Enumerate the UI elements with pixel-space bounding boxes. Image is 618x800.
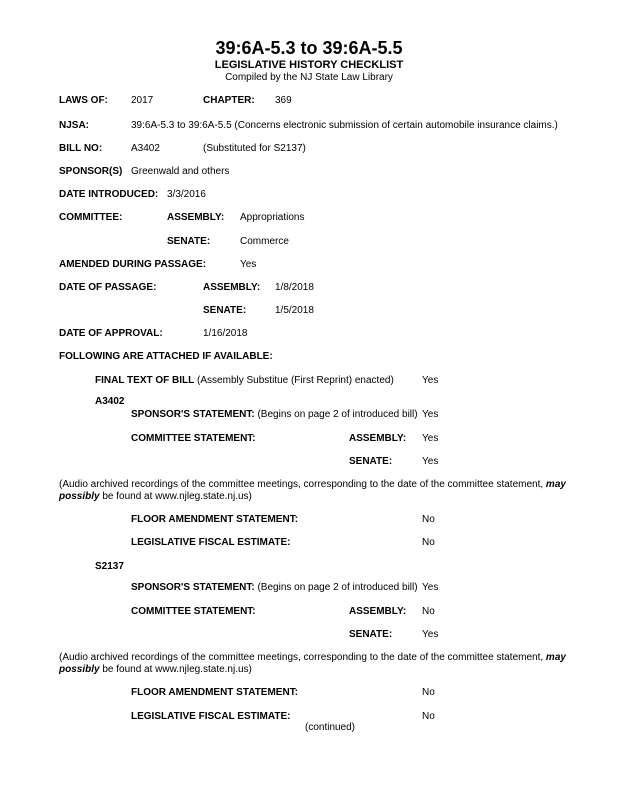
sponsor-value: Greenwald and others: [131, 166, 230, 177]
bill-no-label: BILL NO:: [59, 143, 103, 154]
s2137-floor-amendment-value: No: [422, 687, 435, 698]
s2137-floor-amendment-label: FLOOR AMENDMENT STATEMENT:: [131, 687, 299, 698]
bill-id-s2137: S2137: [95, 561, 124, 572]
date-of-approval-label: DATE OF APPROVAL:: [59, 328, 163, 339]
date-introduced-label: DATE INTRODUCED:: [59, 189, 159, 200]
audio-note-pre: (Audio archived recordings of the committee meetings, corresponding to the date of the committee statement,: [59, 652, 546, 663]
attached-heading: FOLLOWING ARE ATTACHED IF AVAILABLE:: [59, 351, 273, 362]
audio-note-1: [59, 479, 604, 503]
date-of-approval-value: 1/16/2018: [203, 328, 248, 339]
s2137-cs-senate-value: Yes: [422, 629, 439, 640]
audio-note-emph: may possibly: [59, 479, 566, 502]
amended-label: AMENDED DURING PASSAGE:: [59, 259, 207, 270]
s2137-fiscal-estimate-value: No: [422, 711, 435, 722]
s2137-cs-assembly-label: ASSEMBLY:: [349, 606, 407, 617]
chapter-value: 369: [275, 95, 292, 106]
final-text-label: FINAL TEXT OF BILL: [95, 375, 195, 386]
passage-senate-label: SENATE:: [203, 305, 247, 316]
a3402-floor-amendment-value: No: [422, 514, 435, 525]
committee-senate-label: SENATE:: [167, 236, 211, 247]
passage-assembly-value: 1/8/2018: [275, 282, 314, 293]
committee-assembly-label: ASSEMBLY:: [167, 212, 225, 223]
compiled-by: Compiled by the NJ State Law Library: [225, 72, 393, 83]
laws-of-label: LAWS OF:: [59, 95, 108, 106]
s2137-sponsor-statement-value: Yes: [422, 582, 439, 593]
amended-value: Yes: [240, 259, 257, 270]
chapter-label: CHAPTER:: [203, 95, 255, 106]
sponsor-label: SPONSOR(S): [59, 166, 123, 177]
final-text-row: [95, 375, 394, 387]
a3402-fiscal-estimate-label: LEGISLATIVE FISCAL ESTIMATE:: [131, 537, 291, 548]
a3402-floor-amendment-label: FLOOR AMENDMENT STATEMENT:: [131, 514, 299, 525]
committee-assembly-value: Appropriations: [240, 212, 305, 223]
page-title: 39:6A-5.3 to 39:6A-5.5: [215, 38, 403, 58]
a3402-cs-senate-label: SENATE:: [349, 456, 393, 467]
a3402-cs-assembly-value: Yes: [422, 433, 439, 444]
a3402-sponsor-statement-row: [131, 409, 418, 421]
date-introduced-value: 3/3/2016: [167, 189, 206, 200]
bill-substituted-note: (Substituted for S2137): [203, 143, 306, 154]
njsa-value: 39:6A-5.3 to 39:6A-5.5 (Concerns electronic submission of certain automobile insurance claims.): [131, 120, 558, 131]
final-text-value: Yes: [422, 375, 439, 386]
a3402-cs-assembly-label: ASSEMBLY:: [349, 433, 407, 444]
committee-label: COMMITTEE:: [59, 212, 123, 223]
laws-of-value: 2017: [131, 95, 154, 106]
audio-note-pre: (Audio archived recordings of the committee meetings, corresponding to the date of the committee statement,: [59, 479, 546, 490]
continued-note: (continued): [304, 722, 356, 733]
committee-senate-value: Commerce: [240, 236, 289, 247]
audio-note-post: be found at www.njleg.state.nj.us): [99, 664, 252, 675]
s2137-fiscal-estimate-label: LEGISLATIVE FISCAL ESTIMATE:: [131, 711, 291, 722]
a3402-sponsor-statement-value: Yes: [422, 409, 439, 420]
audio-note-emph: may possibly: [59, 652, 566, 675]
s2137-committee-statement-label: COMMITTEE STATEMENT:: [131, 606, 256, 617]
page-subtitle: LEGISLATIVE HISTORY CHECKLIST: [214, 59, 404, 71]
final-text-note: (Assembly Substitue (First Reprint) enacted): [197, 375, 394, 386]
passage-assembly-label: ASSEMBLY:: [203, 282, 261, 293]
a3402-fiscal-estimate-value: No: [422, 537, 435, 548]
a3402-cs-senate-value: Yes: [422, 456, 439, 467]
passage-senate-value: 1/5/2018: [275, 305, 314, 316]
s2137-sponsor-statement-label: SPONSOR'S STATEMENT:: [131, 582, 255, 593]
a3402-sponsor-statement-note: (Begins on page 2 of introduced bill): [257, 409, 418, 420]
s2137-cs-assembly-value: No: [422, 606, 435, 617]
s2137-sponsor-statement-row: [131, 582, 418, 594]
audio-note-post: be found at www.njleg.state.nj.us): [99, 491, 252, 502]
njsa-label: NJSA:: [59, 120, 90, 131]
bill-no-value: A3402: [131, 143, 160, 154]
s2137-cs-senate-label: SENATE:: [349, 629, 393, 640]
date-of-passage-label: DATE OF PASSAGE:: [59, 282, 157, 293]
s2137-sponsor-statement-note: (Begins on page 2 of introduced bill): [257, 582, 418, 593]
bill-id-a3402: A3402: [95, 396, 125, 407]
a3402-committee-statement-label: COMMITTEE STATEMENT:: [131, 433, 256, 444]
audio-note-2: [59, 652, 604, 676]
a3402-sponsor-statement-label: SPONSOR'S STATEMENT:: [131, 409, 255, 420]
